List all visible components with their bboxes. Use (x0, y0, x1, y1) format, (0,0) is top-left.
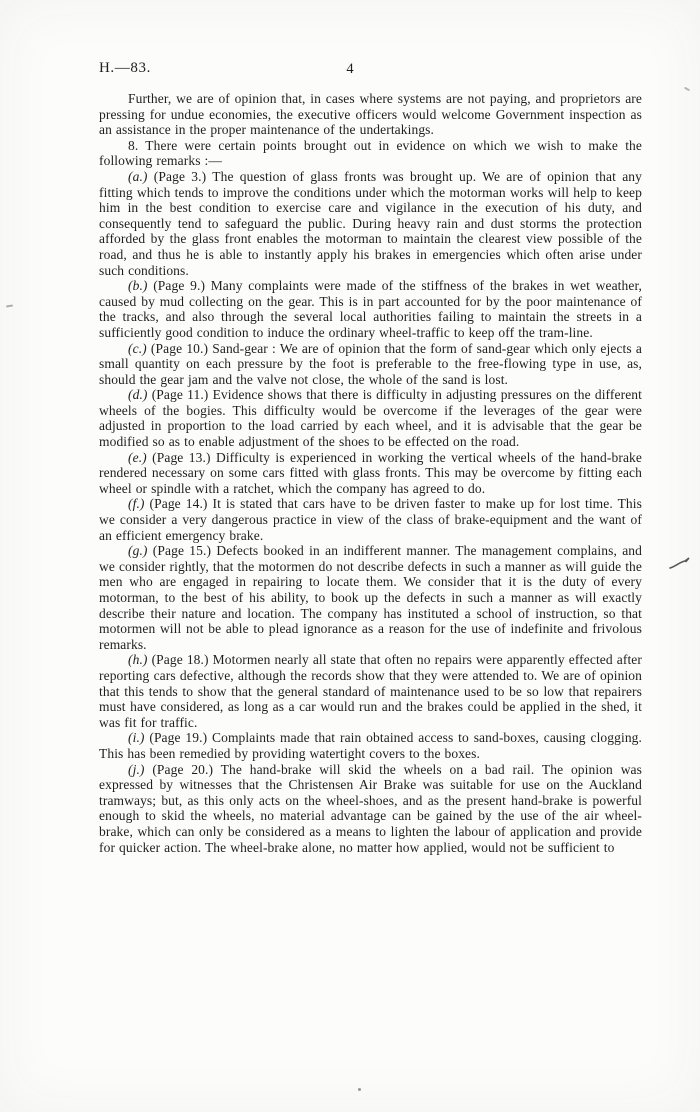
paragraph-item-j (99, 762, 642, 856)
paragraph-item-a (99, 169, 642, 278)
paragraph-intro (99, 91, 642, 138)
paragraph-text: (Page 13.) Difficulty is experienced in working the vertical wheels of the hand-brake rendered necessary on some cars fitted with glass fronts. This may be overcome by fitting each wheel or spindle with a ratchet, which the company has agreed to do. (99, 449, 642, 496)
paragraph-text: (Page 14.) It is stated that cars have to be driven faster to make up for lost time. This we consider a very dangerous practice in view of the class of brake-equipment and the want of an efficient emergency brake. (99, 496, 642, 543)
paragraph-text: Further, we are of opinion that, in cases where systems are not paying, and proprietors are pressing for undue economies, the executive officers would welcome Government inspection as an assistance in the proper maintenance of the undertakings. (99, 91, 642, 138)
paragraph-label: (i.) (128, 730, 145, 746)
paragraph-text: (Page 11.) Evidence shows that there is difficulty in adjusting pressures on the different wheels of the bogies. This difficulty would be overcome if the leverages of the gear were adjusted in proportion to the load carried by each wheel, and it is advisable that the gear be modified so as to enable adjustment of the shoes to be effected on the road. (99, 387, 642, 450)
paragraph-item-h (99, 652, 642, 730)
paragraph-label: (d.) (128, 387, 148, 403)
page-header (0, 60, 700, 80)
page-number: 4 (346, 61, 354, 77)
paragraph-label: (a.) (128, 168, 148, 184)
body-text (99, 91, 642, 855)
paragraph-item-g (99, 543, 642, 652)
paragraph-label: (c.) (128, 340, 147, 356)
paragraph-text: (Page 19.) Complaints made that rain obtained access to sand-boxes, causing clogging. This has been remedied by providing watertight covers to the boxes. (99, 730, 642, 761)
paragraph-item-e (99, 450, 642, 497)
paragraph-item-c (99, 341, 642, 388)
paragraph-label: (b.) (128, 278, 148, 294)
paragraph-label: (g.) (128, 543, 148, 559)
paragraph-label: (e.) (128, 449, 147, 465)
paragraph-text: (Page 10.) Sand-gear : We are of opinion that the form of sand-gear which only ejects a small quantity on each pressure by the foot is preferable to the free-flowing type in use, as, should the gear jam and the valve not close, the whole of the sand is lost. (99, 340, 642, 387)
paragraph-label: (h.) (128, 652, 148, 668)
scan-speck-top-right (684, 87, 690, 92)
document-reference: H.—83. (99, 60, 151, 76)
paragraph-item-d (99, 387, 642, 449)
scan-speck-left-margin (6, 305, 13, 308)
paragraph-section-8 (99, 138, 642, 169)
paragraph-text: (Page 18.) Motormen nearly all state that often no repairs were apparently effected after reporting cars defective, although the records show that they were attended to. We are of opinion that this tends to show that the general standard of maintenance used to be so low that repairers must have considered, as long as a car would run and the brakes could be applied in the shed, it was fit for traffic. (99, 652, 642, 730)
paragraph-label: (f.) (128, 496, 145, 512)
paragraph-item-b (99, 278, 642, 340)
paragraph-label: (j.) (128, 761, 145, 777)
paragraph-item-f (99, 496, 642, 543)
paragraph-text: (Page 15.) Defects booked in an indifferent manner. The management complains, and we consider rightly, that the motormen do not describe defects in such a manner as will guide the men who are engaged in repairing to locate them. We consider that it is the duty of every motorman, to the best of his ability, to book up the defects in such a manner as will exactly describe their nature and location. The company has instituted a school of instruction, so that motormen will not be able to plead ignorance as a reason for the use of indefinite and frivolous remarks. (99, 543, 642, 652)
paragraph-text: (Page 9.) Many complaints were made of the stiffness of the brakes in wet weather, caused by mud collecting on the gear. This is in part accounted for by the poor maintenance of the tracks, and also through the several local authorities failing to maintain the streets in a sufficiently good condition to induce the ordinary wheel-traffic to keep off the tram-line. (99, 278, 642, 340)
paragraph-text: 8. There were certain points brought out in evidence on which we wish to make the following remarks :— (99, 137, 642, 169)
scan-pen-mark (668, 553, 698, 573)
scan-speck-bottom (358, 1088, 361, 1091)
paragraph-text: (Page 20.) The hand-brake will skid the wheels on a bad rail. The opinion was expressed by witnesses that the Christensen Air Brake was suitable for use on the Auckland tramways; but, as this only acts on the wheel-shoes, and as the present hand-brake is powerful enough to skid the wheels, no material advantage can be gained by the use of the air wheel-brake, which can only be considered as a means to lighten the labour of application and provide for quicker action. The wheel-brake alone, no matter how applied, would not be sufficient to (99, 761, 642, 855)
paragraph-item-i (99, 730, 642, 761)
paragraph-text: (Page 3.) The question of glass fronts was brought up. We are of opinion that any fitting which tends to improve the conditions under which the motorman works will help to keep him in the best condition to exercise care and vigilance in the execution of his duty, and consequently tend to safeguard the public. During heavy rain and dust storms the protection afforded by the glass front enables the motorman to maintain the clearest view possible of the road, and thus he is able to instantly apply his brakes in emergencies which often arise under such conditions. (99, 168, 642, 278)
